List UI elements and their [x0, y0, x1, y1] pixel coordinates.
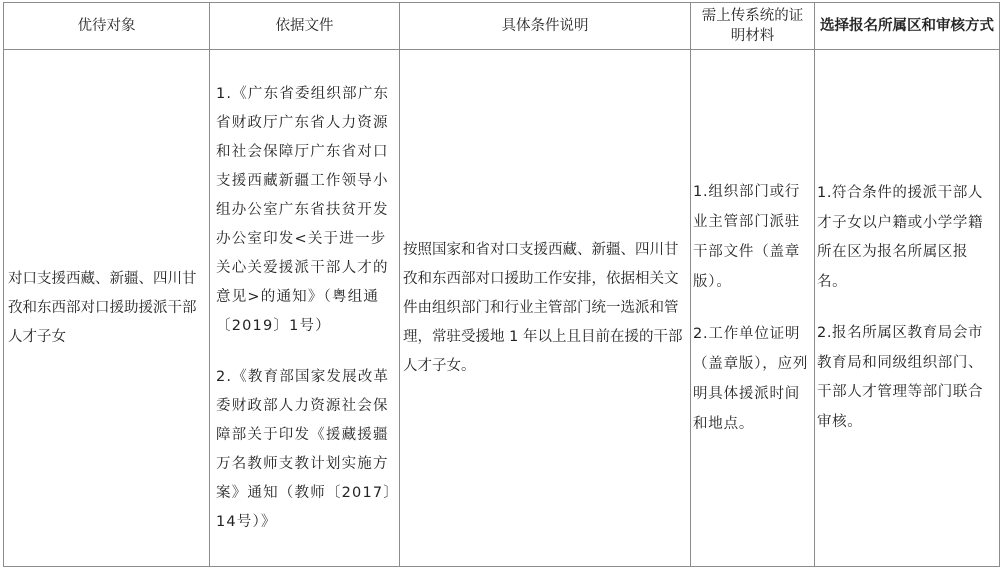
cell-target	[4, 50, 210, 567]
header-target: 优待对象	[4, 3, 210, 50]
header-row	[4, 3, 1000, 50]
header-docs: 依据文件	[210, 3, 400, 50]
policy-table	[3, 2, 1000, 567]
material-item-1: 1.组织部门或行业主管部门派驻干部文件（盖章版）。	[693, 184, 801, 290]
cell-materials	[691, 50, 815, 567]
header-materials-text: 需上传系统的证明材料	[701, 8, 804, 44]
doc-item-1: 1.《广东省委组织部广东省财政厅广东省人力资源和社会保障厅广东省对口支援西藏新疆工作领导小组办公室广东省扶贫开发办公室印发<关于进一步关心关爱援派干部人才的意见>的通知》（粤组通〔2019〕1号）	[216, 85, 390, 334]
doc-item-2: 2.《教育部国家发展改革委财政部人力资源社会保障部关于印发《援藏援疆万名教师支教计划实施方案》通知（教师〔2017〕14号）》	[216, 368, 392, 530]
header-materials	[691, 3, 815, 50]
cell-conditions	[400, 50, 691, 567]
material-item-2: 2.工作单位证明（盖章版），应列明具体援派时间和地点。	[693, 326, 809, 432]
cell-docs	[210, 50, 400, 567]
review-item-2: 2.报名所属区教育局会市教育局和同级组织部门、干部人才管理等部门联合审核。	[817, 325, 984, 430]
header-review	[815, 3, 1000, 50]
header-review-text: 选择报名所属区和审核方式	[820, 18, 994, 34]
header-conditions: 具体条件说明	[400, 3, 691, 50]
review-item-1: 1.符合条件的援派干部人才子女以户籍或小学学籍所在区为报名所属区报名。	[817, 185, 984, 290]
cell-review	[815, 50, 1000, 567]
table-row	[4, 50, 1000, 567]
conditions-text: 按照国家和省对口支援西藏、新疆、四川甘孜和东西部对口援助工作安排，依据相关文件由组织部门和行业主管部门统一选派和管理，常驻受援地 1 年以上且目前在援的干部人才子女。	[403, 241, 683, 374]
target-text: 对口支援西藏、新疆、四川甘孜和东西部对口援助援派干部人才子女	[8, 270, 197, 345]
